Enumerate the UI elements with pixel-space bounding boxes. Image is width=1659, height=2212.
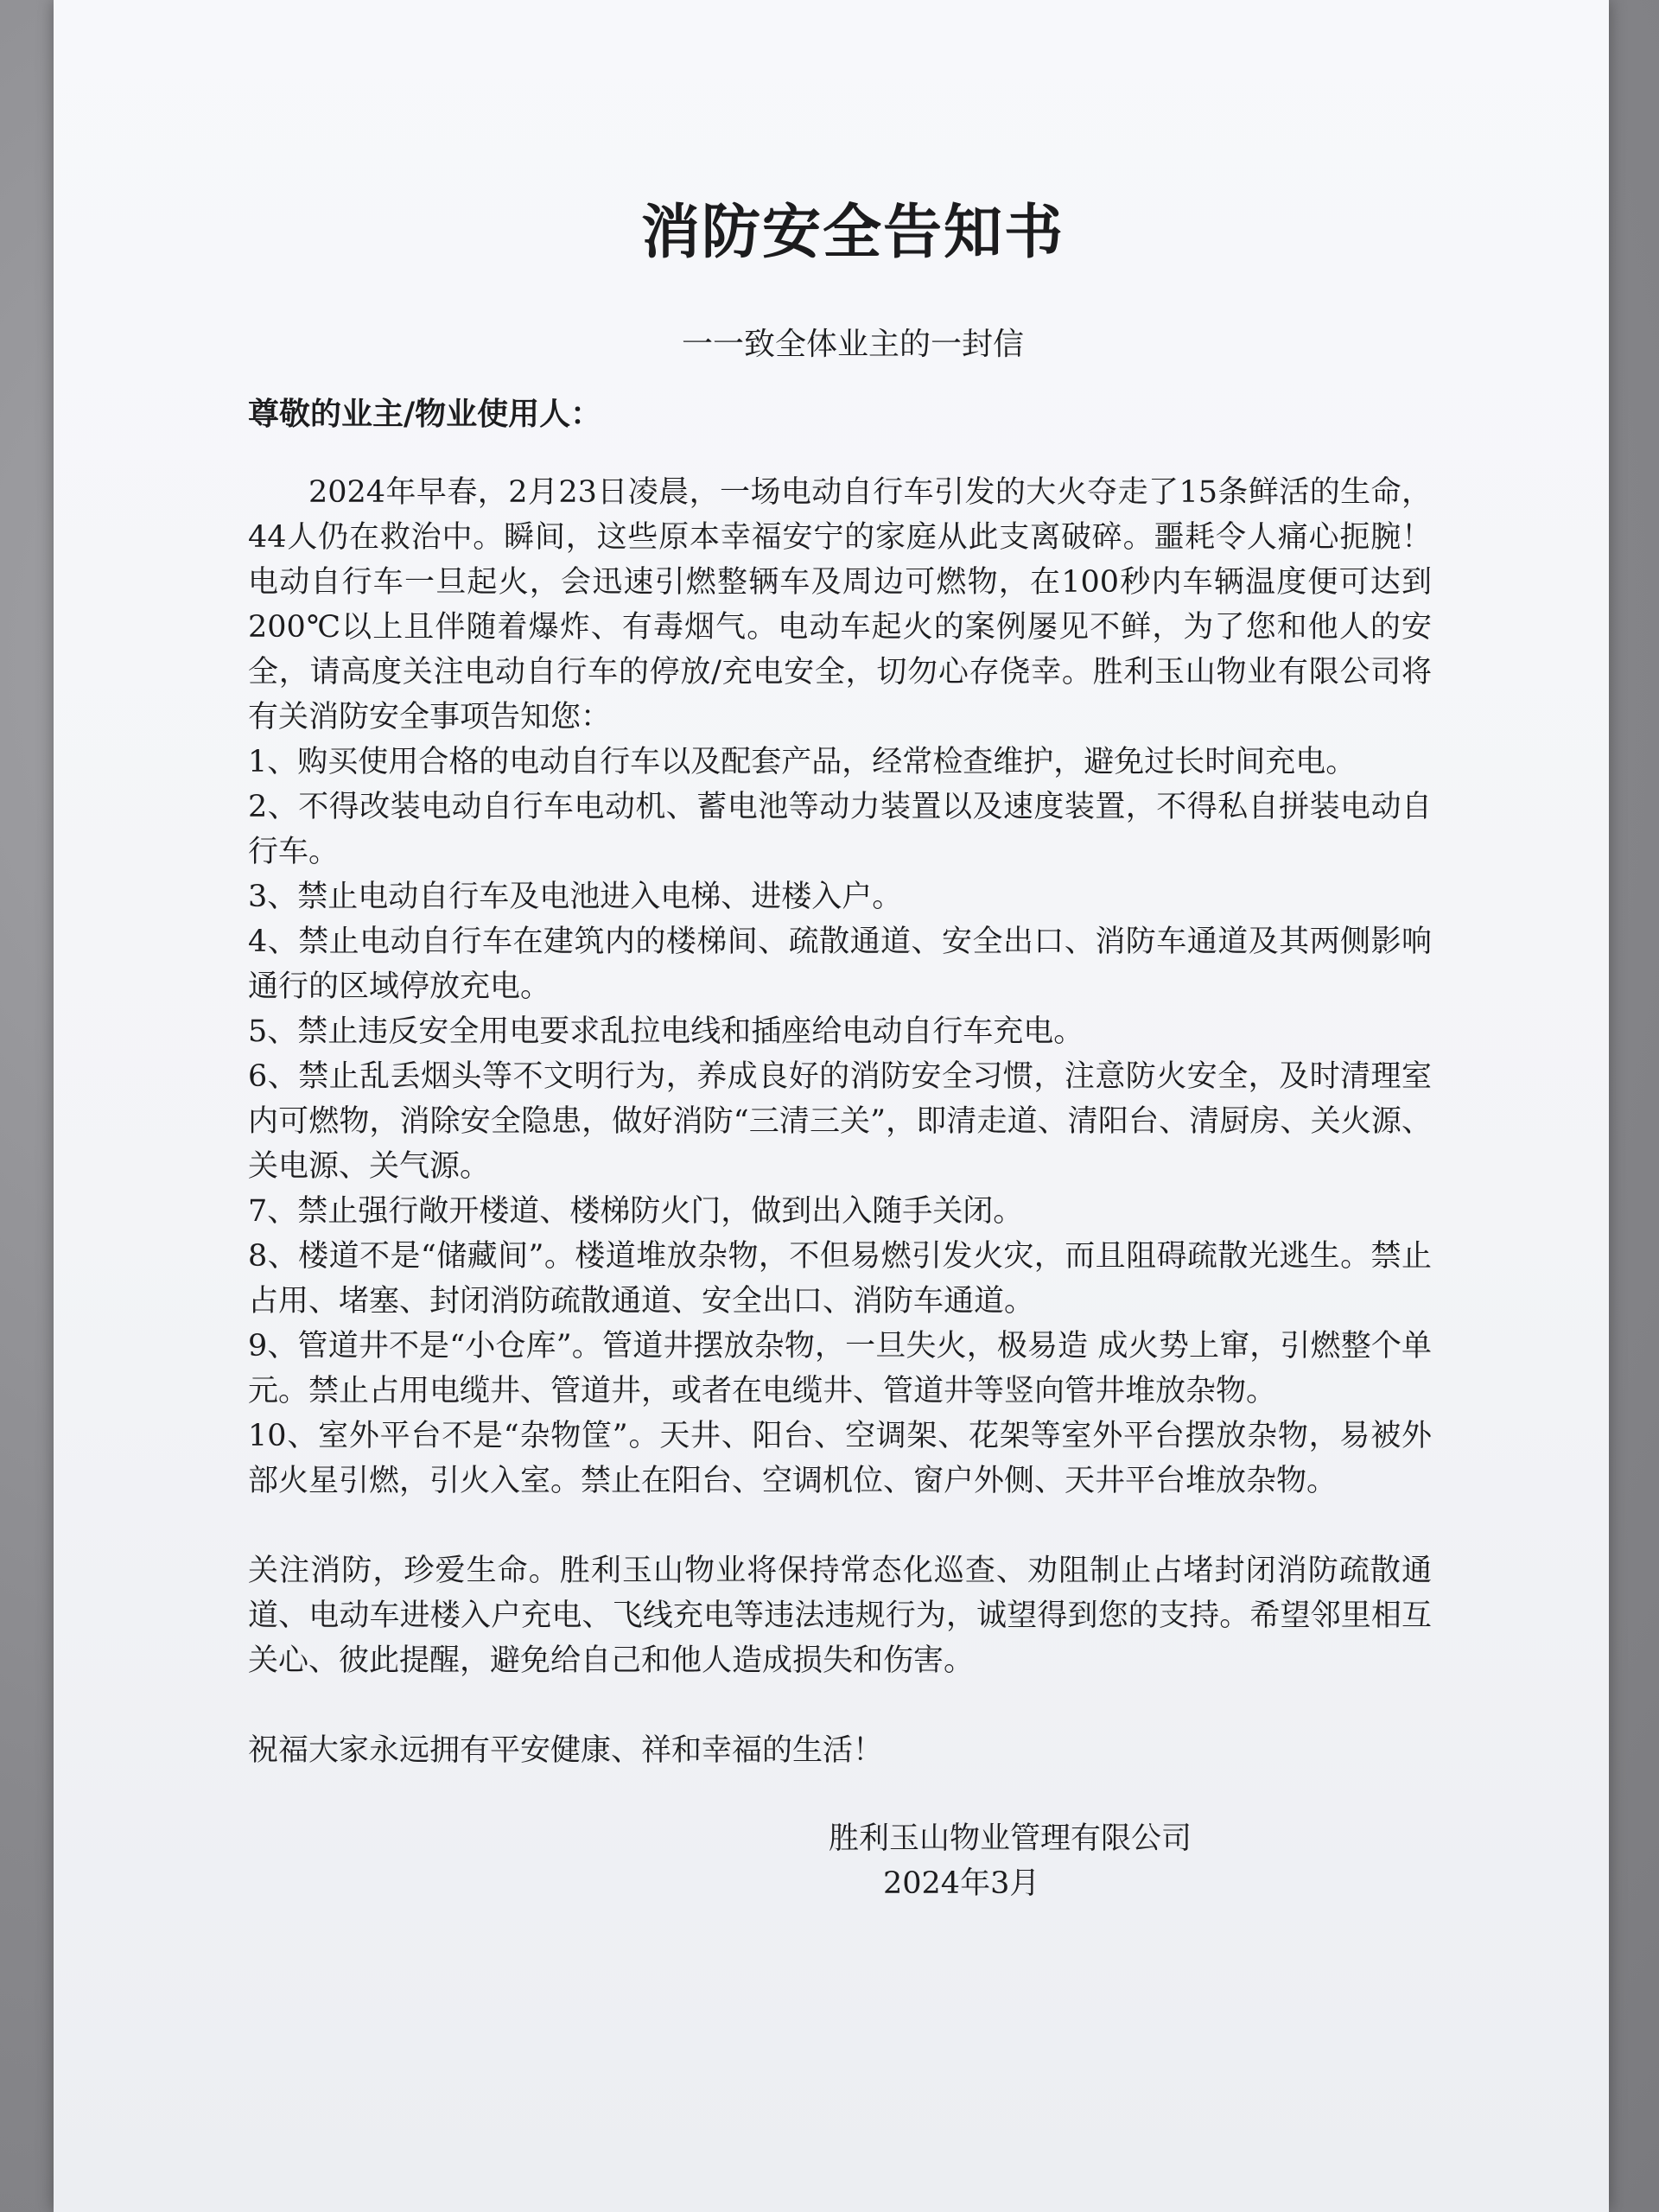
- notice-item: 5、禁止违反安全用电要求乱拉电线和插座给电动自行车充电。: [248, 1014, 1084, 1049]
- notice-item: 1、购买使用合格的电动自行车以及配套产品，经常检查维护，避免过长时间充电。: [248, 745, 1357, 779]
- notice-item: 10、室外平台不是“杂物筐”。天井、阳台、空调架、花架等室外平台摆放杂物，易被外部火星引燃，引火入室。禁止在阳台、空调机位、窗户外侧、天井平台堆放杂物。: [248, 1419, 1432, 1498]
- intro-paragraph: 2024年早春，2月23日凌晨，一场电动自行车引发的大火夺走了15条鲜活的生命，44人仍在救治中。瞬间，这些原本幸福安宁的家庭从此支离破碎。噩耗令人痛心扼腕！电动自行车一旦起火，会迅速引燃整辆车及周边可燃物，在100秒内车辆温度便可达到200℃以上且伴随着爆炸、有毒烟气。电动车起火的案例屡见不鲜，为了您和他人的安全，请高度关注电动自行车的停放/充电安全，切勿心存侥幸。胜利玉山物业有限公司将有关消防安全事项告知您：: [248, 475, 1432, 734]
- letter-content: [248, 186, 1432, 1906]
- salutation: 尊敬的业主/物业使用人：: [248, 396, 602, 432]
- notice-item: 9、管道井不是“小仓库”。管道井摆放杂物，一旦失火，极易造 成火势上窜，引燃整个单元。禁止占用电缆井、管道井，或者在电缆井、管道井等竖向管井堆放杂物。: [248, 1329, 1432, 1408]
- notice-item: 2、不得改装电动自行车电动机、蓄电池等动力装置以及速度装置，不得私自拼装电动自行车。: [248, 790, 1432, 869]
- notice-item: 8、楼道不是“储藏间”。楼道堆放杂物，不但易燃引发火灾，而且阻碍疏散光逃生。禁止占用、堵塞、封闭消防疏散通道、安全出口、消防车通道。: [248, 1239, 1432, 1319]
- signature-date: 2024年3月: [883, 1866, 1040, 1901]
- closing-paragraph: 关注消防，珍爱生命。胜利玉山物业将保持常态化巡查、劝阻制止占堵封闭消防疏散通道、电动车进楼入户充电、飞线充电等违法违规行为，诚望得到您的支持。希望邻里相互关心、彼此提醒，避免给自己和他人造成损失和伤害。: [248, 1554, 1432, 1678]
- notice-item: 3、禁止电动自行车及电池进入电梯、进楼入户。: [248, 880, 903, 914]
- signature-company: 胜利玉山物业管理有限公司: [829, 1821, 1192, 1856]
- document-subtitle: 一一致全体业主的一封信: [681, 327, 1024, 362]
- notice-item: 4、禁止电动自行车在建筑内的楼梯间、疏散通道、安全出口、消防车通道及其两侧影响通行的区域停放充电。: [248, 925, 1432, 1004]
- document-title: 消防安全告知书: [640, 198, 1065, 267]
- paper-sheet: [54, 0, 1609, 2212]
- notice-item: 6、禁止乱丢烟头等不文明行为，养成良好的消防安全习惯，注意防火安全，及时清理室内可燃物，消除安全隐患，做好消防“三清三关”，即清走道、清阳台、清厨房、关火源、关电源、关气源。: [248, 1059, 1432, 1184]
- blessing-line: 祝福大家永远拥有平安健康、祥和幸福的生活！: [248, 1733, 884, 1768]
- notice-item: 7、禁止强行敞开楼道、楼梯防火门，做到出入随手关闭。: [248, 1194, 1024, 1229]
- notice-items: [248, 740, 1432, 1503]
